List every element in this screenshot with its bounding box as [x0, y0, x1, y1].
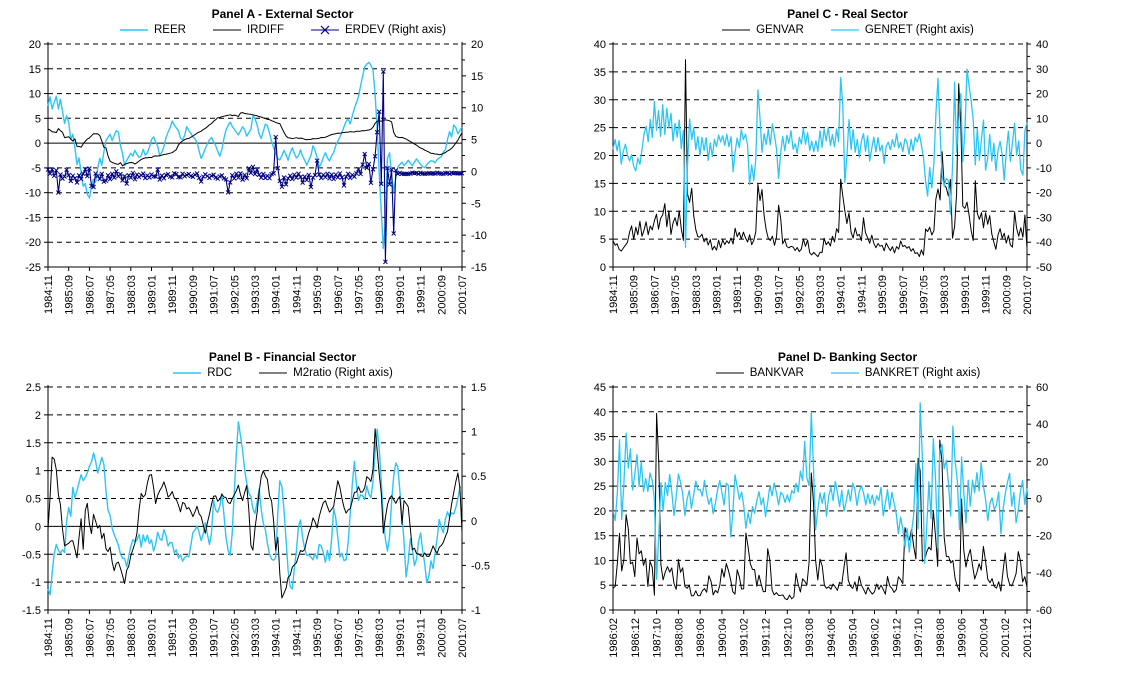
svg-text:1997:05: 1997:05	[353, 275, 366, 315]
panel-d-title: Panel D- Banking Sector	[777, 350, 918, 364]
svg-text:1999:01: 1999:01	[394, 618, 407, 658]
svg-text:2000:09: 2000:09	[436, 618, 449, 658]
svg-text:-1: -1	[471, 605, 481, 617]
svg-text:1993:03: 1993:03	[250, 275, 262, 315]
svg-text:1992:05: 1992:05	[229, 275, 242, 315]
svg-text:1986:07: 1986:07	[649, 275, 662, 315]
legend-line-sample	[721, 25, 751, 35]
svg-text:-15: -15	[25, 212, 41, 225]
svg-text:1984:11: 1984:11	[43, 275, 55, 314]
legend-label: BANKRET (Right axis)	[864, 367, 981, 379]
legend-label: IRDIFF	[246, 24, 285, 36]
legend-line-sample	[258, 368, 288, 378]
svg-text:-30: -30	[1036, 212, 1052, 225]
svg-text:1986:02: 1986:02	[608, 618, 620, 658]
svg-text:-10: -10	[1036, 162, 1052, 175]
svg-text:1989:06: 1989:06	[695, 618, 708, 658]
svg-text:10: 10	[1036, 113, 1049, 126]
svg-text:30: 30	[593, 456, 606, 469]
legend-label: GENRET (Right axis)	[864, 24, 974, 36]
svg-text:10: 10	[593, 206, 606, 219]
svg-text:45: 45	[593, 382, 606, 394]
panel-c	[565, 0, 1130, 343]
svg-text:1: 1	[34, 465, 41, 478]
svg-text:-5: -5	[471, 198, 481, 211]
svg-text:2000:04: 2000:04	[978, 618, 991, 658]
panel-a-legend	[0, 22, 565, 38]
legend-item	[721, 24, 804, 36]
svg-text:1999:01: 1999:01	[959, 275, 972, 315]
svg-text:15: 15	[593, 178, 606, 191]
svg-text:1997:05: 1997:05	[353, 618, 366, 658]
legend-label: M2ratio (Right axis)	[293, 367, 393, 379]
svg-text:2001:02: 2001:02	[1000, 618, 1013, 658]
svg-text:-1: -1	[31, 577, 41, 590]
svg-text:1992:10: 1992:10	[782, 618, 795, 658]
svg-text:1984:11: 1984:11	[608, 275, 620, 314]
svg-text:15: 15	[471, 70, 484, 83]
svg-text:1993:08: 1993:08	[804, 618, 817, 658]
legend-item	[119, 24, 186, 36]
svg-text:1994:11: 1994:11	[856, 275, 869, 314]
svg-text:1999:06: 1999:06	[956, 618, 969, 658]
svg-text:-5: -5	[31, 162, 41, 175]
svg-text:25: 25	[593, 481, 606, 494]
svg-text:1998:03: 1998:03	[374, 618, 387, 658]
svg-text:-15: -15	[471, 262, 487, 274]
svg-text:2000:09: 2000:09	[436, 275, 449, 315]
legend-label: RDC	[207, 367, 233, 379]
svg-text:-60: -60	[1036, 605, 1052, 617]
svg-text:15: 15	[28, 63, 41, 76]
svg-text:35: 35	[593, 66, 606, 79]
svg-text:1987:05: 1987:05	[105, 275, 118, 315]
svg-text:1999:11: 1999:11	[980, 275, 993, 314]
svg-text:-40: -40	[1036, 237, 1052, 250]
svg-text:2001:07: 2001:07	[457, 618, 469, 658]
svg-text:20: 20	[471, 39, 484, 51]
svg-text:5: 5	[471, 134, 478, 147]
legend-item	[830, 367, 980, 379]
svg-text:1990:09: 1990:09	[187, 618, 200, 658]
svg-text:1996:07: 1996:07	[897, 275, 910, 315]
legend-line-sample	[715, 368, 745, 378]
svg-text:1988:08: 1988:08	[673, 618, 686, 658]
svg-text:-0.5: -0.5	[471, 560, 490, 573]
svg-text:10: 10	[593, 555, 606, 568]
svg-text:0: 0	[34, 138, 41, 151]
svg-text:1989:11: 1989:11	[167, 275, 180, 314]
svg-text:1997:10: 1997:10	[913, 618, 926, 658]
legend-line-sample	[310, 25, 340, 35]
svg-text:1: 1	[471, 426, 478, 439]
panel-c-chart	[565, 38, 1130, 341]
svg-text:1988:03: 1988:03	[125, 275, 138, 315]
svg-text:2000:09: 2000:09	[1001, 275, 1014, 315]
svg-text:20: 20	[593, 150, 606, 163]
svg-text:1985:09: 1985:09	[63, 275, 76, 315]
svg-text:1.5: 1.5	[471, 382, 487, 394]
legend-label: BANKVAR	[749, 367, 804, 379]
svg-text:1994:11: 1994:11	[291, 618, 304, 657]
svg-text:1988:03: 1988:03	[125, 618, 138, 658]
legend-line-sample	[830, 368, 860, 378]
legend-item	[830, 24, 974, 36]
svg-text:20: 20	[28, 39, 41, 51]
legend-line-sample	[830, 25, 860, 35]
svg-text:1987:05: 1987:05	[105, 618, 118, 658]
svg-text:1989:11: 1989:11	[167, 618, 180, 657]
svg-text:1985:09: 1985:09	[628, 275, 641, 315]
legend-item	[258, 367, 393, 379]
legend-item	[212, 24, 284, 36]
svg-text:1997:05: 1997:05	[918, 275, 931, 315]
svg-text:40: 40	[1036, 39, 1049, 51]
panel-d	[565, 343, 1130, 686]
svg-text:1991:07: 1991:07	[773, 275, 786, 315]
svg-text:-20: -20	[1036, 530, 1052, 543]
svg-text:1999:11: 1999:11	[415, 275, 428, 314]
svg-text:0: 0	[1036, 493, 1043, 506]
svg-text:25: 25	[593, 122, 606, 135]
svg-text:1993:03: 1993:03	[815, 275, 827, 315]
legend-label: REER	[154, 24, 186, 36]
panel-b	[0, 343, 565, 686]
svg-text:-20: -20	[1036, 187, 1052, 200]
svg-text:1985:09: 1985:09	[63, 618, 76, 658]
svg-text:2: 2	[34, 409, 41, 422]
svg-text:0.5: 0.5	[25, 493, 41, 506]
svg-text:0: 0	[471, 166, 478, 179]
svg-text:1994:06: 1994:06	[825, 618, 838, 658]
svg-text:1999:11: 1999:11	[415, 618, 428, 657]
legend-label: ERDEV (Right axis)	[345, 24, 446, 36]
svg-text:-25: -25	[25, 262, 41, 274]
svg-text:1990:04: 1990:04	[716, 618, 729, 658]
svg-text:1998:03: 1998:03	[939, 275, 952, 315]
svg-text:0: 0	[1036, 138, 1043, 151]
svg-text:1996:07: 1996:07	[332, 618, 345, 658]
svg-text:1986:07: 1986:07	[84, 618, 97, 658]
svg-text:-40: -40	[1036, 567, 1052, 580]
svg-text:1.5: 1.5	[25, 437, 41, 450]
svg-text:15: 15	[593, 530, 606, 543]
svg-text:0: 0	[471, 515, 478, 528]
svg-text:1995:09: 1995:09	[312, 618, 325, 658]
panel-d-legend	[565, 365, 1130, 381]
panel-a-chart	[0, 38, 565, 341]
svg-text:-0.5: -0.5	[22, 549, 41, 562]
svg-text:1991:12: 1991:12	[760, 618, 773, 658]
svg-text:20: 20	[1036, 456, 1049, 469]
svg-text:1994:01: 1994:01	[270, 618, 283, 658]
svg-text:1995:04: 1995:04	[847, 618, 860, 658]
panel-a	[0, 0, 565, 343]
svg-text:60: 60	[1036, 382, 1049, 394]
svg-text:-10: -10	[25, 187, 41, 200]
svg-text:1988:03: 1988:03	[690, 275, 703, 315]
svg-text:1991:02: 1991:02	[738, 618, 751, 658]
svg-text:1991:07: 1991:07	[208, 618, 221, 658]
svg-text:1989:01: 1989:01	[711, 275, 724, 315]
svg-text:1996:07: 1996:07	[332, 275, 345, 315]
svg-text:1987:10: 1987:10	[651, 618, 664, 658]
svg-text:0: 0	[599, 605, 606, 617]
legend-item	[715, 367, 804, 379]
svg-text:0.5: 0.5	[471, 471, 487, 484]
svg-text:1999:01: 1999:01	[394, 275, 407, 315]
legend-label: GENVAR	[756, 24, 804, 36]
svg-text:1996:02: 1996:02	[869, 618, 882, 658]
svg-text:2001:12: 2001:12	[1022, 618, 1034, 658]
svg-text:1998:03: 1998:03	[374, 275, 387, 315]
legend-line-sample	[172, 368, 202, 378]
svg-text:2.5: 2.5	[25, 382, 41, 394]
svg-text:1995:09: 1995:09	[312, 275, 325, 315]
svg-text:-1.5: -1.5	[22, 605, 41, 617]
panel-d-chart	[565, 381, 1130, 684]
svg-text:1990:09: 1990:09	[187, 275, 200, 315]
svg-text:1991:07: 1991:07	[208, 275, 221, 315]
svg-text:10: 10	[471, 102, 484, 115]
svg-text:5: 5	[599, 580, 606, 593]
legend-line-sample	[119, 25, 149, 35]
panel-a-title: Panel A - External Sector	[211, 7, 354, 21]
svg-text:1990:09: 1990:09	[752, 275, 765, 315]
legend-item	[172, 367, 232, 379]
svg-text:5: 5	[34, 113, 41, 126]
svg-text:1995:09: 1995:09	[877, 275, 890, 315]
svg-text:1998:08: 1998:08	[934, 618, 947, 658]
svg-text:35: 35	[593, 431, 606, 444]
legend-item	[310, 24, 446, 36]
svg-text:-50: -50	[1036, 262, 1052, 274]
svg-text:-10: -10	[471, 230, 487, 243]
svg-text:1984:11: 1984:11	[43, 618, 55, 657]
svg-text:0: 0	[34, 521, 41, 534]
svg-text:1992:05: 1992:05	[794, 275, 807, 315]
svg-text:2001:07: 2001:07	[1022, 275, 1034, 315]
svg-text:1989:01: 1989:01	[146, 275, 159, 315]
svg-text:40: 40	[593, 406, 606, 419]
svg-text:10: 10	[28, 88, 41, 101]
svg-text:1992:05: 1992:05	[229, 618, 242, 658]
svg-text:20: 20	[593, 505, 606, 518]
svg-text:-20: -20	[25, 237, 41, 250]
svg-text:1994:01: 1994:01	[835, 275, 848, 315]
svg-text:1994:01: 1994:01	[270, 275, 283, 315]
svg-text:5: 5	[599, 234, 606, 247]
svg-text:20: 20	[1036, 88, 1049, 101]
svg-text:1989:01: 1989:01	[146, 618, 159, 658]
panel-b-legend	[0, 365, 565, 381]
svg-text:40: 40	[1036, 419, 1049, 432]
svg-text:1993:03: 1993:03	[250, 618, 262, 658]
svg-text:1986:07: 1986:07	[84, 275, 97, 315]
svg-text:1996:12: 1996:12	[891, 618, 904, 658]
svg-text:30: 30	[1036, 63, 1049, 76]
panel-c-title: Panel C - Real Sector	[787, 7, 908, 21]
svg-text:1987:05: 1987:05	[670, 275, 683, 315]
svg-text:40: 40	[593, 39, 606, 51]
legend-line-sample	[212, 25, 242, 35]
svg-text:0: 0	[599, 262, 606, 274]
svg-text:2001:07: 2001:07	[457, 275, 469, 315]
svg-text:30: 30	[593, 94, 606, 107]
panel-b-title: Panel B - Financial Sector	[208, 350, 357, 364]
panel-c-legend	[565, 22, 1130, 38]
svg-text:1994:11: 1994:11	[291, 275, 304, 314]
svg-text:1986:12: 1986:12	[629, 618, 642, 658]
panel-b-chart	[0, 381, 565, 684]
svg-text:1989:11: 1989:11	[732, 275, 745, 314]
